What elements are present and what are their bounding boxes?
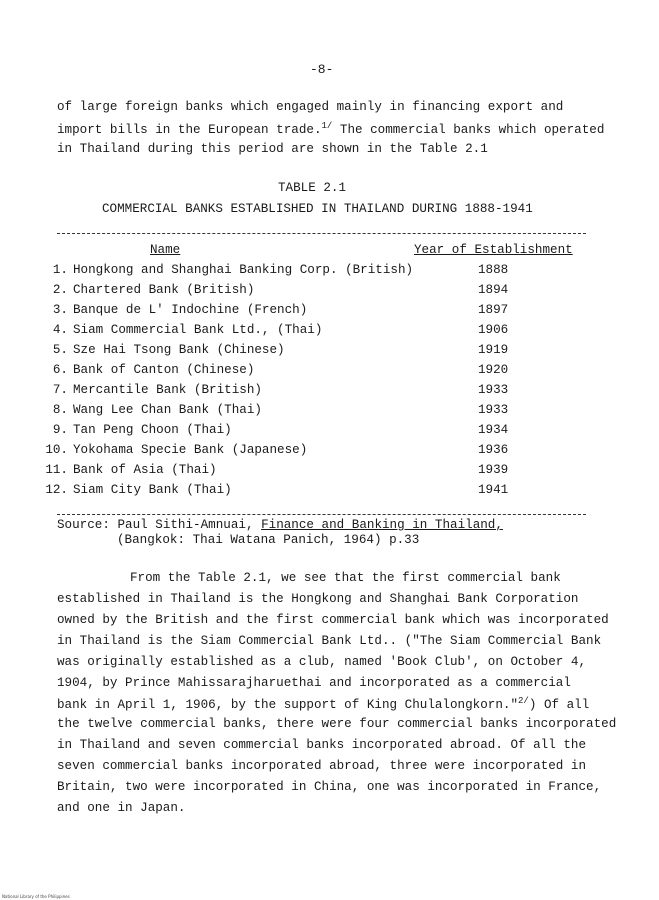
- source-author: Paul Sithi-Amnuai,: [117, 518, 254, 532]
- establishment-year: 1941: [478, 483, 509, 497]
- table-row: [0, 423, 600, 443]
- body-line-9: in Thailand and seven commercial banks incorporated abroad. Of all the: [57, 738, 587, 752]
- body-line-3: owned by the British and the first commercial bank which was incorporated: [57, 613, 609, 627]
- table-label: TABLE 2.1: [278, 181, 347, 195]
- table-title: COMMERCIAL BANKS ESTABLISHED IN THAILAND DURING 1888-1941: [102, 202, 533, 216]
- table-row: [0, 283, 600, 303]
- body-line-4: in Thailand is the Siam Commercial Bank Ltd.. ("The Siam Commercial Bank: [57, 634, 602, 648]
- establishment-year: 1933: [478, 403, 509, 417]
- body-line-7a: bank in April 1, 1906, by the support of King Chulalongkorn.": [57, 698, 519, 713]
- row-number: 1.: [52, 263, 68, 277]
- establishment-year: 1906: [478, 323, 509, 337]
- table-row: [0, 443, 600, 463]
- source-publisher: (Bangkok: Thai Watana Panich, 1964) p.33: [117, 533, 420, 547]
- establishment-year: 1934: [478, 423, 509, 437]
- bank-name: Wang Lee Chan Bank (Thai): [73, 403, 262, 417]
- bank-name: Chartered Bank (British): [73, 283, 255, 297]
- body-line-7: [57, 696, 589, 712]
- bank-name: Siam City Bank (Thai): [73, 483, 232, 497]
- body-line-1: From the Table 2.1, we see that the first commercial bank: [130, 571, 561, 585]
- establishment-year: 1919: [478, 343, 509, 357]
- page-number: -8-: [310, 62, 334, 77]
- row-number: 12.: [45, 483, 68, 497]
- bank-name: Siam Commercial Bank Ltd., (Thai): [73, 323, 323, 337]
- body-line-2: established in Thailand is the Hongkong and Shanghai Bank Corporation: [57, 592, 579, 606]
- row-number: 8.: [52, 403, 68, 417]
- establishment-year: 1936: [478, 443, 509, 457]
- row-number: 5.: [52, 343, 68, 357]
- table-row: [0, 403, 600, 423]
- table-row: [0, 263, 600, 283]
- intro-line-2a: import bills in the European trade.: [57, 123, 322, 138]
- column-header-name: Name: [150, 243, 181, 257]
- intro-line-1: of large foreign banks which engaged mainly in financing export and: [57, 100, 564, 114]
- bank-name: Hongkong and Shanghai Banking Corp. (British): [73, 263, 414, 277]
- intro-line-3: in Thailand during this period are shown in the Table 2.1: [57, 142, 488, 156]
- row-number: 4.: [52, 323, 68, 337]
- table-row: [0, 303, 600, 323]
- table-row: [0, 483, 600, 503]
- establishment-year: 1939: [478, 463, 509, 477]
- bank-name: Bank of Asia (Thai): [73, 463, 217, 477]
- establishment-year: 1897: [478, 303, 509, 317]
- source-title: Finance and Banking in Thailand,: [261, 518, 503, 532]
- table-row: [0, 463, 600, 483]
- body-line-5: was originally established as a club, named 'Book Club', on October 4,: [57, 655, 587, 669]
- establishment-year: 1920: [478, 363, 509, 377]
- bank-name: Mercantile Bank (British): [73, 383, 262, 397]
- body-line-11: Britain, two were incorporated in China, one was incorporated in France,: [57, 780, 602, 794]
- source-prefix: Source:: [57, 518, 110, 532]
- table-row: [0, 363, 600, 383]
- body-line-12: and one in Japan.: [57, 801, 186, 815]
- table-row: [0, 323, 600, 343]
- row-number: 7.: [52, 383, 68, 397]
- row-number: 10.: [45, 443, 68, 457]
- intro-line-2: [57, 121, 604, 137]
- bank-name: Yokohama Specie Bank (Japanese): [73, 443, 308, 457]
- bank-name: Sze Hai Tsong Bank (Chinese): [73, 343, 285, 357]
- row-number: 6.: [52, 363, 68, 377]
- footnote-ref-2: 2/: [518, 696, 529, 706]
- body-line-10: seven commercial banks incorporated abroad, three were incorporated in: [57, 759, 587, 773]
- table-top-rule: [57, 233, 586, 234]
- bank-name: Banque de L' Indochine (French): [73, 303, 308, 317]
- table-row: [0, 383, 600, 403]
- establishment-year: 1888: [478, 263, 509, 277]
- footnote-ref-1: 1/: [321, 121, 333, 131]
- body-line-7b: ) Of all: [528, 698, 590, 713]
- table-source: [57, 518, 503, 532]
- bank-name: Tan Peng Choon (Thai): [73, 423, 232, 437]
- establishment-year: 1894: [478, 283, 509, 297]
- establishment-year: 1933: [478, 383, 509, 397]
- body-line-6: 1904, by Prince Mahissarajharuethai and incorporated as a commercial: [57, 676, 571, 690]
- row-number: 9.: [52, 423, 68, 437]
- body-line-8: the twelve commercial banks, there were four commercial banks incorporated: [57, 717, 617, 731]
- row-number: 3.: [52, 303, 68, 317]
- row-number: 2.: [52, 283, 68, 297]
- column-header-year: Year of Establishment: [414, 243, 573, 257]
- row-number: 11.: [45, 463, 68, 477]
- table-row: [0, 343, 600, 363]
- table-bottom-rule: [57, 514, 586, 515]
- intro-line-2b: The commercial banks which operated: [339, 123, 605, 138]
- bank-name: Bank of Canton (Chinese): [73, 363, 255, 377]
- footer-library-stamp: National Library of the Philippines: [2, 894, 70, 899]
